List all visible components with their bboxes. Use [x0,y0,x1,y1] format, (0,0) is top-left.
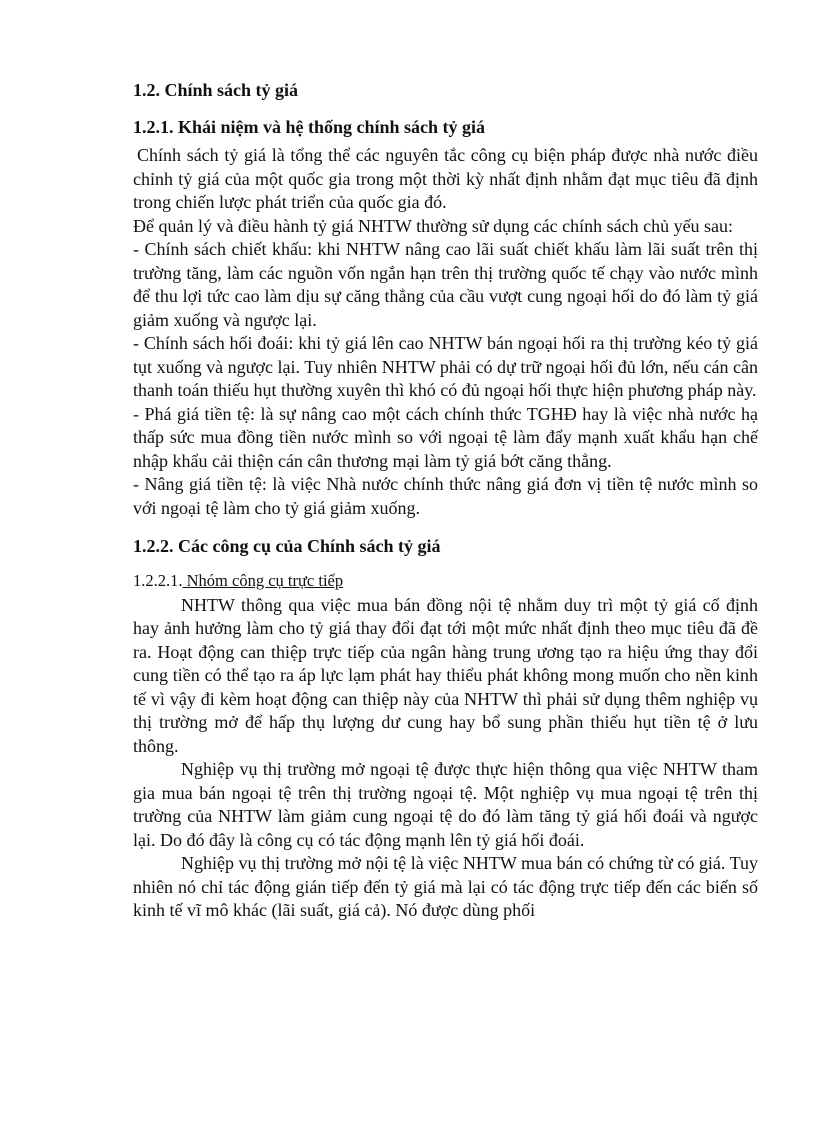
subsection-title: Nhóm công cụ trực tiếp [182,571,344,590]
bullet-discount-policy: - Chính sách chiết khấu: khi NHTW nâng cao lãi suất chiết khấu làm lãi suất trên thị trường tăng, làm các nguồn vốn ngắn hạn trên thị trường quốc tế chạy vào nước mình để thu lợi tức cao làm dịu sự căng thẳng của cầu vượt cung ngoại hối do đó làm tỷ giá giảm xuống và ngược lại. [133,239,758,330]
subsection-1-2-2-1 [133,569,758,593]
bullet-exchange-policy: - Chính sách hối đoái: khi tỷ giá lên cao NHTW bán ngoại hối ra thị trường kéo tỷ giá tụt xuống và ngược lại. Tuy nhiên NHTW phải có dự trữ ngoại hối đủ lớn, nếu cán cân thanh toán thiếu hụt thường xuyên thì khó có đủ ngoại hối thực hiện phương pháp này. [133,333,758,400]
bullet-devaluation: - Phá giá tiền tệ: là sự nâng cao một cách chính thức TGHĐ hay là việc nhà nước hạ thấp sức mua đồng tiền nước mình so với ngoại tệ làm đẩy mạnh xuất khẩu hạn chế nhập khẩu cải thiện cán cân thương mại làm tỷ giá bớt căng thẳng. [133,403,758,471]
bullet-revaluation: - Nâng giá tiền tệ: là việc Nhà nước chính thức nâng giá đơn vị tiền tệ nước mình so với ngoại tệ làm cho tỷ giá giảm xuống. [133,474,758,518]
heading-1-2: 1.2. Chính sách tỷ giá [133,80,299,100]
paragraph-direct-intervention: NHTW thông qua việc mua bán đồng nội tệ nhằm duy trì một tỷ giá cố định hay ảnh hưởng làm cho tỷ giá thay đổi đạt tới một mức nhất định theo mục tiêu đã đề ra. Hoạt động can thiệp trực tiếp của ngân hàng trung ương tạo ra hiệu ứng thay đổi cung tiền có thể tạo ra áp lực lạm phát hay thiểu phát không mong muốn cho nền kinh tế vì vậy đi kèm hoạt động can thiệp này của NHTW thì phải sử dụng thêm nghiệp vụ thị trường mở để hấp thụ lượng dư cung hay bổ sung phần thiếu hụt tiền tệ ở lưu thông. [133,594,758,756]
heading-1-2-1: 1.2.1. Khái niệm và hệ thống chính sách tỷ giá [133,117,486,137]
heading-1-2-2: 1.2.2. Các công cụ của Chính sách tỷ giá [133,536,441,556]
paragraph-fx-open-market: Nghiệp vụ thị trường mở ngoại tệ được thực hiện thông qua việc NHTW tham gia mua bán ngoại tệ trên thị trường ngoại tệ. Một nghiệp vụ mua ngoại tệ trên thị trường của NHTW làm giảm cung ngoại tệ do đó làm tăng tỷ giá hối đoái và ngược lại. Do đó đây là công cụ có tác động mạnh lên tỷ giá hối đoái. [133,759,758,850]
paragraph-domestic-open-market: Nghiệp vụ thị trường mở nội tệ là việc NHTW mua bán có chứng từ có giá. Tuy nhiên nó chỉ tác động gián tiếp đến tỷ giá mà lại có tác động trực tiếp đến các biến số kinh tế vĩ mô khác (lãi suất, giá cả). Nó được dùng phối [133,853,758,920]
paragraph-intro: Để quản lý và điều hành tỷ giá NHTW thường sử dụng các chính sách chủ yếu sau: [133,215,734,236]
document-body [133,80,758,923]
subsection-number: 1.2.2.1. [133,571,183,590]
paragraph-definition: Chính sách tỷ giá là tổng thể các nguyên tắc công cụ biện pháp được nhà nước điều chỉnh tỷ giá của một quốc gia trong một thời kỳ nhất định nhằm đạt mục tiêu đã định trong chiến lược phát triển của quốc gia đó. [133,145,758,212]
